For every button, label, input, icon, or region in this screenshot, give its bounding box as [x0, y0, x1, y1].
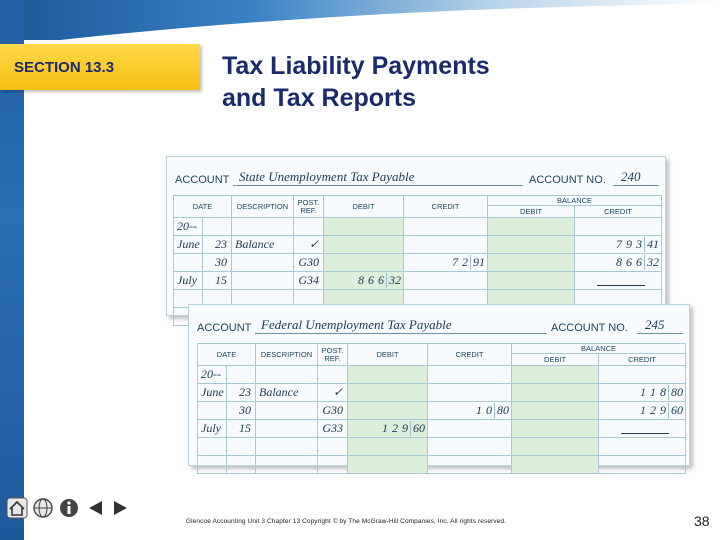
- post-ref-cell: [294, 218, 324, 236]
- month-cell: July: [198, 420, 227, 438]
- debit-header: DEBIT: [348, 344, 428, 366]
- post-ref-cell: G34: [294, 272, 324, 290]
- account-number: 245: [645, 317, 665, 332]
- account-number: 240: [621, 169, 641, 184]
- credit-header: CREDIT: [428, 344, 512, 366]
- debit-cell: [348, 366, 428, 384]
- credit-cell: [404, 218, 488, 236]
- post-ref-cell: [318, 438, 348, 456]
- year-row: [198, 366, 686, 384]
- day-cell: 23: [227, 384, 256, 402]
- balance-credit-header: CREDIT: [599, 354, 686, 366]
- post-ref-cell: G30: [294, 254, 324, 272]
- description-cell: [256, 456, 318, 474]
- month-cell: [174, 254, 203, 272]
- month-cell: [198, 438, 227, 456]
- debit-cell: 8 6 6 32: [324, 272, 404, 290]
- description-header: DESCRIPTION: [256, 344, 318, 366]
- post-ref-header: POST. REF.: [318, 344, 348, 366]
- section-label: SECTION 13.3: [14, 58, 115, 76]
- nav-bar: [6, 497, 132, 519]
- balance-debit-cell: [512, 438, 599, 456]
- balance-header: BALANCE: [488, 196, 662, 206]
- post-ref-cell: G33: [318, 420, 348, 438]
- description-cell: Balance: [256, 384, 318, 402]
- year-row: [174, 218, 662, 236]
- debit-header: DEBIT: [324, 196, 404, 218]
- account-label: ACCOUNT: [197, 322, 252, 334]
- post-ref-cell: ✓: [318, 384, 348, 402]
- balance-debit-cell: [488, 254, 575, 272]
- page-number: 38: [694, 513, 710, 529]
- balance-credit-cell: 7 9 3 41: [575, 236, 662, 254]
- account-row: [167, 157, 665, 189]
- description-cell: Balance: [232, 236, 294, 254]
- account-no-label: ACCOUNT NO.: [551, 322, 628, 334]
- credit-cell: [428, 384, 512, 402]
- description-cell: [232, 272, 294, 290]
- balance-credit-cell: [575, 218, 662, 236]
- day-cell: 30: [227, 402, 256, 420]
- balance-header: BALANCE: [512, 344, 686, 354]
- day-cell: 30: [203, 254, 232, 272]
- back-arrow-icon[interactable]: [84, 497, 106, 519]
- debit-cell: [348, 456, 428, 474]
- balance-credit-cell: [599, 366, 686, 384]
- credit-cell: [404, 236, 488, 254]
- balance-credit-cell: [599, 456, 686, 474]
- table-row: [198, 384, 686, 402]
- account-no-line: [613, 185, 659, 186]
- balance-debit-cell: [488, 272, 575, 290]
- table-row: [174, 254, 662, 272]
- balance-credit-cell: [575, 272, 662, 290]
- balance-debit-cell: [488, 218, 575, 236]
- month-cell: [198, 402, 227, 420]
- day-cell: 15: [227, 420, 256, 438]
- balance-debit-cell: [512, 384, 599, 402]
- section-tab: [0, 44, 200, 90]
- ledger-state-unemployment: [166, 156, 666, 316]
- account-no-line: [637, 333, 683, 334]
- balance-rule: [621, 433, 669, 434]
- debit-cell: [324, 254, 404, 272]
- page-title: [222, 50, 490, 114]
- home-icon[interactable]: [6, 497, 28, 519]
- debit-cell: [324, 236, 404, 254]
- ledger-table: [197, 343, 686, 474]
- description-cell: [256, 366, 318, 384]
- credit-cell: [428, 366, 512, 384]
- ledger-federal-unemployment: [188, 304, 690, 466]
- date-header: DATE: [174, 196, 232, 218]
- balance-debit-cell: [512, 402, 599, 420]
- post-ref-cell: [318, 456, 348, 474]
- account-name-line: [233, 185, 523, 186]
- day-cell: 23: [203, 236, 232, 254]
- account-name: Federal Unemployment Tax Payable: [261, 317, 452, 332]
- day-cell: [203, 218, 232, 236]
- credit-cell: [428, 456, 512, 474]
- description-cell: [232, 218, 294, 236]
- credit-cell: 7 2 91: [404, 254, 488, 272]
- balance-debit-header: DEBIT: [488, 206, 575, 218]
- account-name-line: [255, 333, 547, 334]
- globe-icon[interactable]: [32, 497, 54, 519]
- day-cell: [227, 438, 256, 456]
- balance-credit-cell: [599, 420, 686, 438]
- balance-debit-cell: [488, 236, 575, 254]
- empty-row: [198, 456, 686, 474]
- day-cell: [227, 366, 256, 384]
- debit-cell: [348, 402, 428, 420]
- account-name: State Unemployment Tax Payable: [239, 169, 415, 184]
- post-ref-cell: [318, 366, 348, 384]
- credit-cell: [404, 272, 488, 290]
- debit-cell: 1 2 9 60: [348, 420, 428, 438]
- table-row: [198, 402, 686, 420]
- title-line-1: Tax Liability Payments: [222, 52, 490, 80]
- balance-rule: [597, 285, 645, 286]
- balance-debit-header: DEBIT: [512, 354, 599, 366]
- debit-cell: [324, 218, 404, 236]
- header-band: [0, 0, 720, 40]
- description-cell: [256, 420, 318, 438]
- copyright-footer: Glencoe Accounting Unit 3 Chapter 13 Copyright © by The McGraw-Hill Companies, Inc. All rights reserved.: [186, 518, 506, 525]
- balance-credit-cell: 8 6 6 32: [575, 254, 662, 272]
- date-header: DATE: [198, 344, 256, 366]
- table-row: [174, 236, 662, 254]
- credit-header: CREDIT: [404, 196, 488, 218]
- day-cell: 15: [203, 272, 232, 290]
- description-cell: [256, 438, 318, 456]
- credit-cell: [428, 438, 512, 456]
- balance-debit-cell: [512, 456, 599, 474]
- month-cell: June: [174, 236, 203, 254]
- balance-credit-cell: [599, 438, 686, 456]
- post-ref-cell: ✓: [294, 236, 324, 254]
- balance-credit-cell: 1 1 8 80: [599, 384, 686, 402]
- forward-arrow-icon[interactable]: [110, 497, 132, 519]
- account-row: [189, 305, 689, 337]
- title-line-2: and Tax Reports: [222, 84, 417, 112]
- day-cell: [227, 456, 256, 474]
- post-ref-cell: G30: [318, 402, 348, 420]
- balance-credit-cell: 1 2 9 60: [599, 402, 686, 420]
- balance-debit-cell: [512, 420, 599, 438]
- balance-debit-cell: [512, 366, 599, 384]
- balance-credit-header: CREDIT: [575, 206, 662, 218]
- description-cell: [232, 254, 294, 272]
- credit-cell: 1 0 80: [428, 402, 512, 420]
- month-cell: June: [198, 384, 227, 402]
- description-cell: [256, 402, 318, 420]
- post-ref-header: POST. REF.: [294, 196, 324, 218]
- year-cell: 20--: [174, 218, 203, 236]
- info-icon[interactable]: [58, 497, 80, 519]
- description-header: DESCRIPTION: [232, 196, 294, 218]
- table-row: [174, 272, 662, 290]
- empty-row: [198, 438, 686, 456]
- month-cell: [198, 456, 227, 474]
- debit-cell: [348, 438, 428, 456]
- debit-cell: [348, 384, 428, 402]
- account-no-label: ACCOUNT NO.: [529, 174, 606, 186]
- header-swoosh: [0, 0, 720, 40]
- month-cell: July: [174, 272, 203, 290]
- credit-cell: [428, 420, 512, 438]
- table-row: [198, 420, 686, 438]
- year-cell: 20--: [198, 366, 227, 384]
- account-label: ACCOUNT: [175, 174, 230, 186]
